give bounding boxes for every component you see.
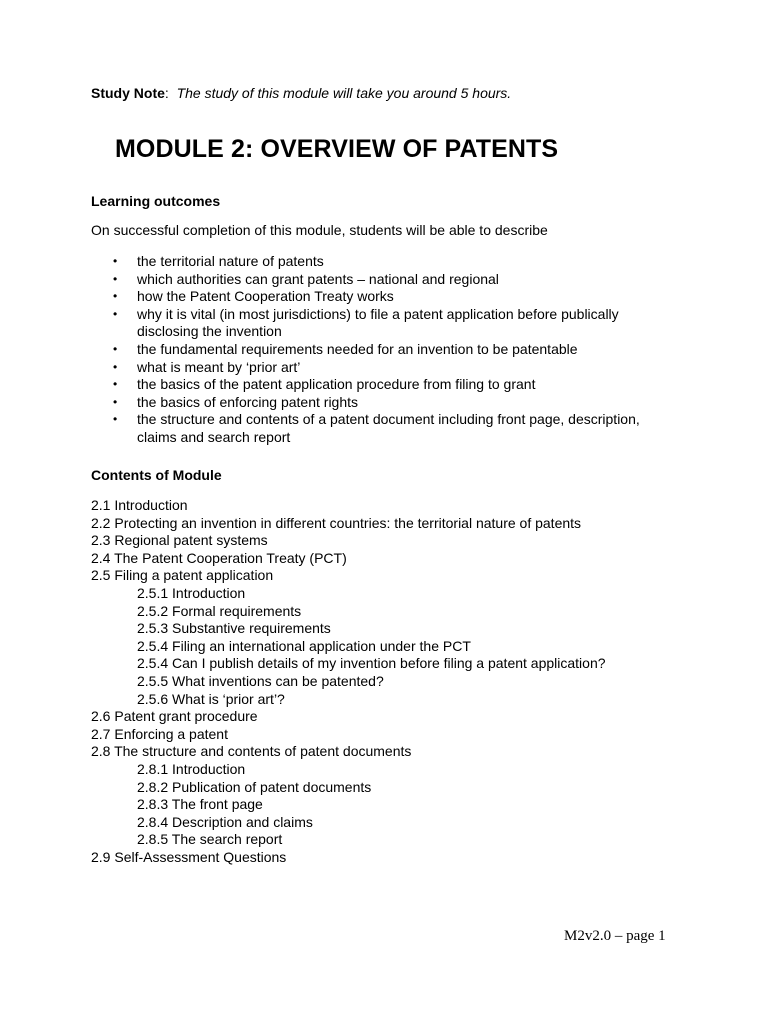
toc-subitem: 2.5.2 Formal requirements [137, 602, 302, 619]
study-note-separator: : [164, 85, 169, 101]
bullet-icon: • [113, 271, 118, 286]
learning-outcomes-list [91, 253, 671, 447]
bullet-icon: • [113, 377, 118, 392]
outcome-item [91, 411, 671, 446]
toc-item: 2.2 Protecting an invention in different countries: the territorial nature of patents [91, 514, 582, 531]
toc-subitem: 2.5.3 Substantive requirements [137, 620, 331, 637]
toc-subitem: 2.5.4 Can I publish details of my invention before filing a patent application? [137, 655, 606, 672]
outcome-item [91, 359, 671, 377]
outcome-item [91, 271, 671, 289]
toc-item: 2.4 The Patent Cooperation Treaty (PCT) [91, 549, 347, 566]
toc-subitem: 2.8.4 Description and claims [137, 813, 313, 830]
toc-item: 2.9 Self-Assessment Questions [91, 848, 287, 865]
outcome-text: the territorial nature of patents [137, 253, 324, 269]
study-note-text: The study of this module will take you around 5 hours. [176, 85, 512, 101]
page-footer: M2v2.0 – page 1 [564, 928, 666, 944]
outcome-text: which authorities can grant patents – national and regional [137, 270, 499, 287]
outcome-item [91, 306, 671, 341]
bullet-icon: • [113, 289, 118, 304]
toc-subitem: 2.5.4 Filing an international application under the PCT [137, 637, 471, 654]
outcome-text: the fundamental requirements needed for an invention to be patentable [137, 340, 578, 357]
outcome-text: the basics of enforcing patent rights [137, 393, 359, 410]
bullet-icon: • [113, 306, 118, 321]
outcome-text: the basics of the patent application procedure from filing to grant [137, 376, 536, 393]
outcome-item [91, 376, 671, 394]
toc-item: 2.3 Regional patent systems [91, 532, 268, 549]
bullet-icon: • [113, 394, 118, 409]
study-note [91, 85, 511, 103]
outcome-text: how the Patent Cooperation Treaty works [137, 288, 394, 305]
outcome-item [91, 394, 671, 412]
toc-item: 2.8 The structure and contents of patent documents [91, 743, 412, 760]
toc-subitem: 2.8.1 Introduction [137, 760, 246, 777]
toc-subitem: 2.8.2 Publication of patent documents [137, 778, 372, 795]
outcome-item [91, 341, 671, 359]
module-title: MODULE 2: OVERVIEW OF PATENTS [115, 135, 559, 163]
outcome-text-continued: disclosing the invention [137, 323, 282, 340]
contents-heading: Contents of Module [91, 467, 222, 483]
outcome-text: what is meant by ‘prior art’ [137, 358, 301, 375]
toc-item: 2.1 Introduction [91, 497, 188, 513]
contents-list [91, 497, 691, 866]
toc-item: 2.5 Filing a patent application [91, 567, 274, 584]
outcome-text-continued: claims and search report [137, 428, 291, 445]
toc-subitem: 2.5.1 Introduction [137, 584, 246, 601]
toc-item: 2.7 Enforcing a patent [91, 725, 228, 742]
learning-outcomes-intro: On successful completion of this module, students will be able to describe [91, 222, 548, 238]
bullet-icon: • [113, 341, 118, 356]
outcome-item [91, 253, 671, 271]
bullet-icon: • [113, 254, 118, 268]
outcome-text: the structure and contents of a patent document including front page, description, [137, 411, 640, 428]
outcome-text: why it is vital (in most jurisdictions) to file a patent application before publically [137, 305, 619, 322]
toc-subitem: 2.8.5 The search report [137, 831, 283, 848]
toc-subitem: 2.8.3 The front page [137, 796, 263, 813]
learning-outcomes-heading: Learning outcomes [91, 193, 221, 209]
toc-subitem: 2.5.6 What is ‘prior art’? [137, 690, 285, 707]
toc-item: 2.6 Patent grant procedure [91, 708, 258, 725]
bullet-icon: • [113, 359, 118, 374]
outcome-item [91, 288, 671, 306]
bullet-icon: • [113, 412, 118, 427]
study-note-label: Study Note [91, 85, 165, 101]
toc-subitem: 2.5.5 What inventions can be patented? [137, 672, 384, 689]
